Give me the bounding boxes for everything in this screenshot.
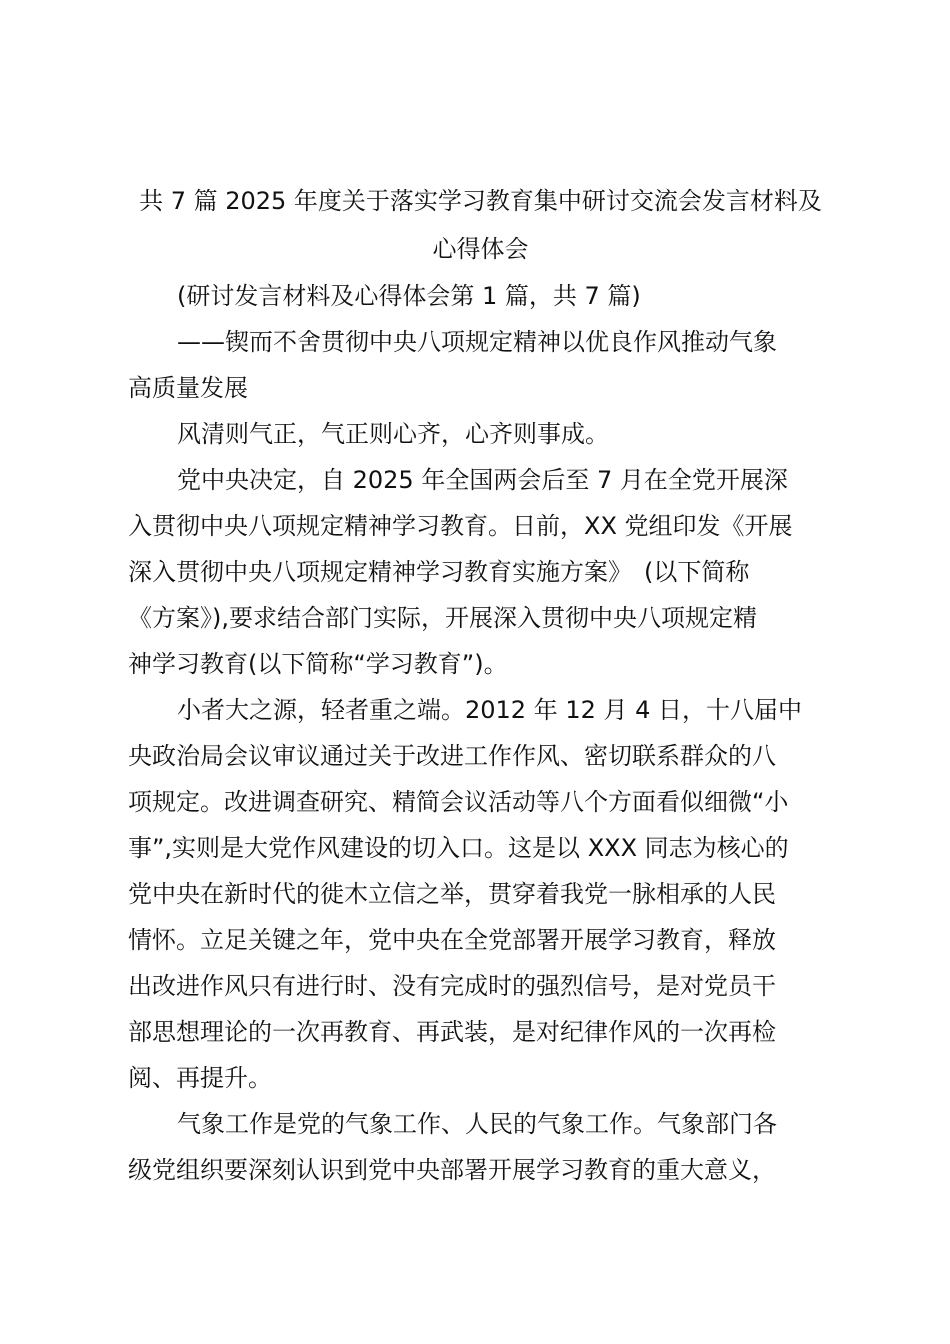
paragraph-line: 党中央在新时代的徙木立信之举，贯穿着我党一脉相承的人民: [128, 880, 776, 908]
paragraph-line: 事”,实则是大党作风建设的切入口。这是以 XXX 同志为核心的: [128, 834, 789, 862]
subtitle-article-number: (研讨发言材料及心得体会第 1 篇，共 7 篇): [177, 282, 641, 310]
paragraph-line: 项规定。改进调查研究、精简会议活动等八个方面看似细微“小: [128, 788, 789, 816]
document-title-line-2: 心得体会: [432, 235, 529, 263]
paragraph-line: 党中央决定，自 2025 年全国两会后至 7 月在全党开展深: [177, 466, 788, 494]
paragraph-line: 深入贯彻中央八项规定精神学习教育实施方案》 (以下简称: [128, 558, 750, 586]
document-title-line-1: 共 7 篇 2025 年度关于落实学习教育集中研讨交流会发言材料及: [139, 187, 822, 215]
subtitle-heading-line-1: ——锲而不舍贯彻中央八项规定精神以优良作风推动气象: [177, 328, 777, 356]
paragraph-line: 出改进作风只有进行时、没有完成时的强烈信号，是对党员干: [128, 972, 776, 1000]
paragraph-line: 级党组织要深刻认识到党中央部署开展学习教育的重大意义，: [128, 1156, 776, 1184]
paragraph-line: 《方案》),要求结合部门实际，开展深入贯彻中央八项规定精: [128, 604, 757, 632]
paragraph-line: 部思想理论的一次再教育、再武装，是对纪律作风的一次再检: [128, 1018, 776, 1046]
paragraph-line: 气象工作是党的气象工作、人民的气象工作。气象部门各: [177, 1110, 777, 1138]
paragraph-line: 央政治局会议审议通过关于改进工作作风、密切联系群众的八: [128, 742, 776, 770]
subtitle-heading-line-2: 高质量发展: [128, 374, 248, 402]
paragraph-line: 神学习教育(以下简称“学习教育”)。: [128, 650, 508, 678]
paragraph-line: 风清则气正，气正则心齐，心齐则事成。: [177, 420, 609, 448]
paragraph-line: 阅、再提升。: [128, 1064, 272, 1092]
paragraph-line: 情怀。立足关键之年，党中央在全党部署开展学习教育，释放: [128, 926, 776, 954]
paragraph-line: 小者大之源，轻者重之端。2012 年 12 月 4 日，十八届中: [177, 696, 803, 724]
paragraph-line: 入贯彻中央八项规定精神学习教育。日前，XX 党组印发《开展: [128, 512, 793, 540]
